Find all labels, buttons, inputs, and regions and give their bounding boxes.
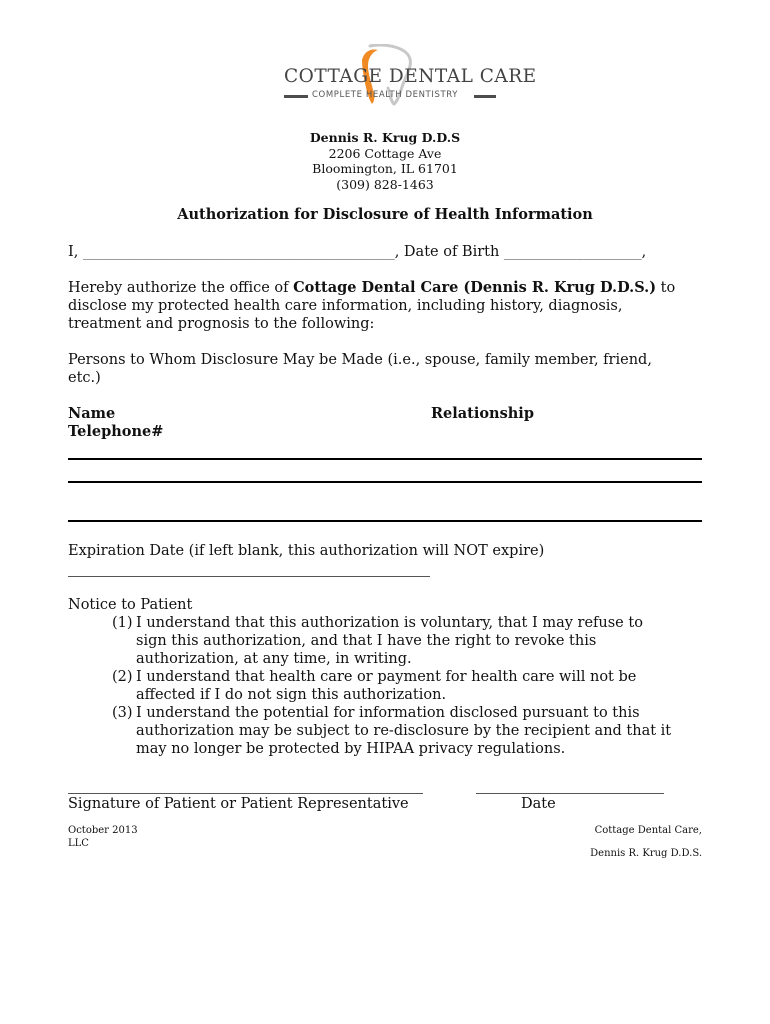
logo-subtitle: COMPLETE HEALTH DENTISTRY (312, 90, 458, 100)
practice-address (0, 130, 770, 192)
expiration-date-line[interactable] (68, 576, 430, 577)
notice-line: I understand that health care or payment for health care will not be (136, 669, 637, 685)
notice-heading: Notice to Patient (68, 597, 193, 613)
notice-line: affected if I do not sign this authorization. (136, 687, 447, 703)
recipient-line-2[interactable] (68, 481, 702, 483)
recipient-line-3[interactable] (68, 520, 702, 522)
logo-right-bar (474, 95, 496, 98)
cottage-dental-logo (278, 44, 537, 106)
notice-number: (1) (112, 615, 133, 631)
phone-number: (309) 828-1463 (336, 176, 434, 192)
authorization-line-3: treatment and prognosis to the following: (68, 316, 375, 332)
notice-line: authorization, at any time, in writing. (136, 651, 412, 667)
doctor-name: Dennis R. Krug D.D.S (309, 130, 461, 145)
name-header: Name (68, 405, 116, 422)
footer-doctor: Dennis R. Krug D.D.S. (590, 848, 702, 859)
notice-line: sign this authorization, and that I have the right to revoke this (136, 633, 597, 649)
street-address: 2206 Cottage Ave (328, 145, 442, 161)
date-label: Date (521, 796, 556, 812)
persons-line-2: etc.) (68, 370, 101, 386)
authorization-line-2: disclose my protected health care information, including history, diagnosis, (68, 298, 623, 314)
notice-item (112, 668, 636, 704)
notice-line: I understand the potential for information disclosed pursuant to this (136, 705, 640, 721)
notice-line: authorization may be subject to re-disclosure by the recipient and that it (136, 723, 672, 739)
office-name: Cottage Dental Care (Dennis R. Krug D.D.S.) (293, 279, 657, 296)
logo-title: COTTAGE DENTAL CARE (284, 66, 537, 87)
relationship-header: Relationship (431, 405, 534, 422)
city-state-zip: Bloomington, IL 61701 (312, 161, 458, 176)
dob-label: , Date of Birth (394, 244, 504, 260)
authorization-paragraph (68, 279, 675, 333)
signature-line[interactable] (68, 793, 423, 794)
footer-date: October 2013 (68, 825, 138, 836)
persons-paragraph (68, 351, 652, 387)
footer-left (68, 824, 138, 850)
footer-right (560, 824, 702, 860)
logo-subtitle-row (284, 90, 496, 102)
telephone-header: Telephone# (68, 423, 164, 440)
notice-item (112, 704, 671, 758)
persons-line-1: Persons to Whom Disclosure May be Made (i.e., spouse, family member, friend, (68, 352, 652, 368)
notice-number: (2) (112, 669, 133, 685)
logo-left-bar (284, 95, 308, 98)
dob-blank[interactable]: ___________________ (503, 244, 642, 260)
notice-line: may no longer be protected by HIPAA privacy regulations. (136, 741, 566, 757)
signature-label: Signature of Patient or Patient Representative (68, 796, 409, 812)
line-suffix: , (641, 244, 647, 260)
notice-number: (3) (112, 705, 133, 721)
name-prefix: I, (68, 244, 83, 260)
patient-name-blank[interactable]: ___________________________________________ (82, 244, 395, 260)
footer-practice: Cottage Dental Care, (594, 825, 702, 836)
authorization-line-1 (68, 279, 675, 297)
document-title: Authorization for Disclosure of Health Information (177, 206, 593, 223)
authorize-to: to (656, 280, 676, 296)
date-line[interactable] (476, 793, 664, 794)
recipient-line-1[interactable] (68, 458, 702, 460)
notice-line: I understand that this authorization is voluntary, that I may refuse to (136, 615, 643, 631)
footer-llc: LLC (68, 838, 89, 849)
authorize-text: Hereby authorize the office of (68, 280, 294, 296)
patient-name-line (68, 243, 646, 261)
notice-item (112, 614, 643, 668)
expiration-label: Expiration Date (if left blank, this authorization will NOT expire) (68, 543, 545, 559)
